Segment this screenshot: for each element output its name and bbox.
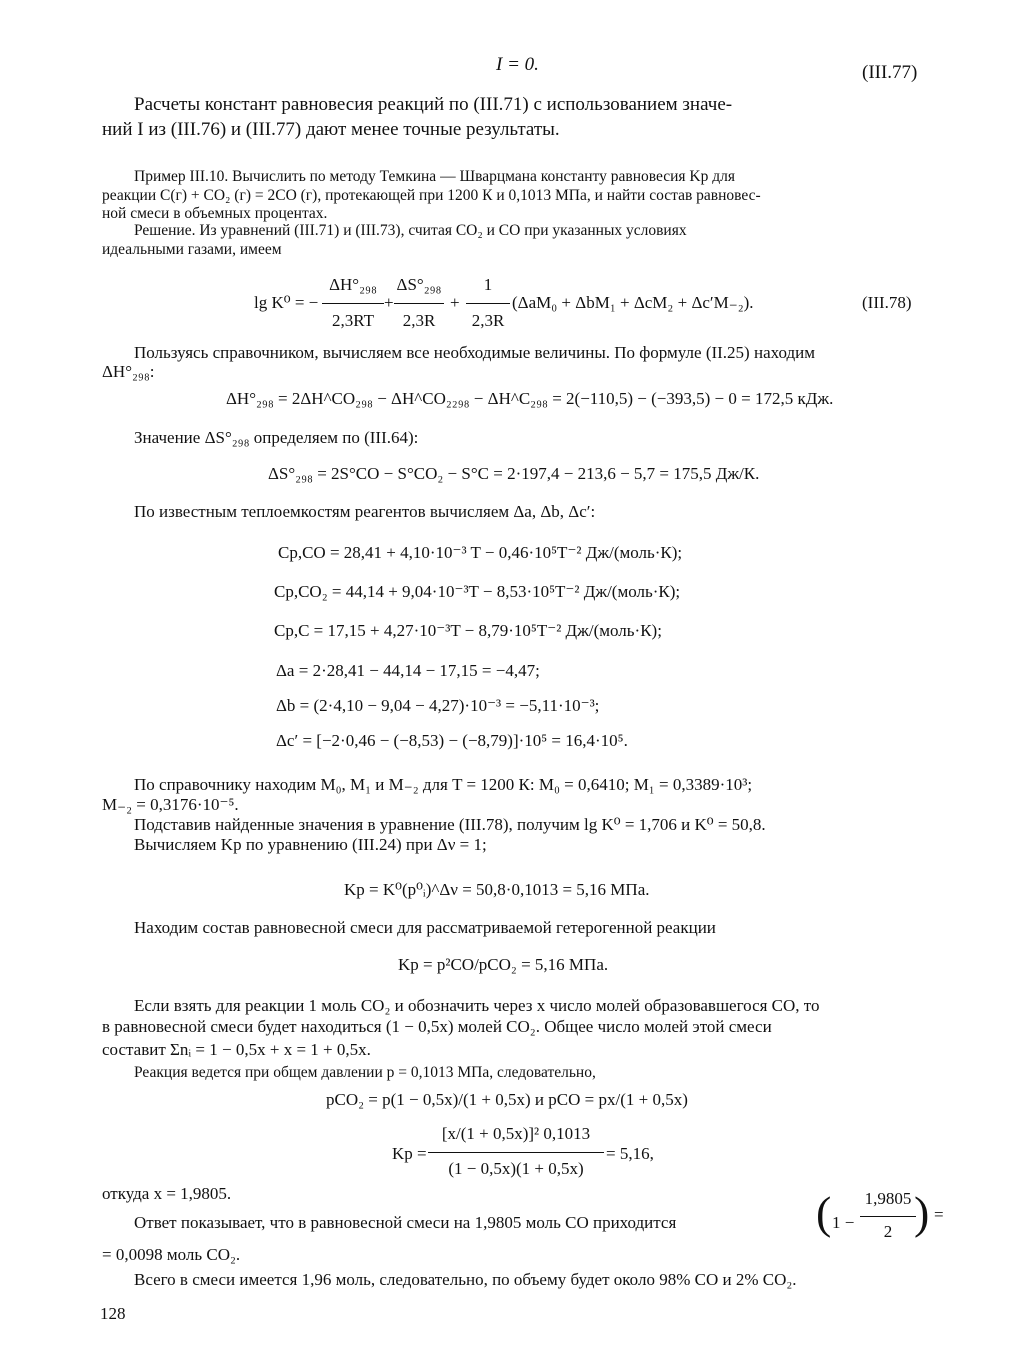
partial-pressure-equation: pCO₂ = p(1 − 0,5x)/(1 + 0,5x) и pCO = px/(1 + 0,5x) — [326, 1090, 688, 1109]
kp3-numerator: [x/(1 + 0,5x)]² 0,1013 — [441, 1124, 591, 1143]
answer-one-minus: 1 − — [832, 1213, 855, 1232]
paragraph-line: Подставив найденные значения в уравнение (III.78), получим lg K⁰ = 1,706 и K⁰ = 50,8. — [134, 815, 766, 834]
kp3-lhs: Kp = — [392, 1144, 427, 1163]
paragraph-line: откуда x = 1,9805. — [102, 1184, 232, 1203]
eq78-fraction-1-denominator: 2,3RT — [332, 311, 374, 330]
left-parenthesis: ( — [816, 1187, 832, 1238]
eq78-fraction-2-denominator: 2,3R — [402, 311, 436, 330]
cp-equation: Cp,CO₂ = 44,14 + 9,04·10⁻³T − 8,53·10⁵T⁻² Дж/(моль·К); — [274, 582, 681, 601]
fraction-bar — [860, 1216, 916, 1217]
paragraph-line: По известным теплоемкостям реагентов вычисляем Δa, Δb, Δc′: — [134, 502, 596, 521]
delta-equation: Δb = (2·4,10 − 9,04 − 4,27)·10⁻³ = −5,11·10⁻³; — [276, 696, 600, 715]
cp-equation: Cp,C = 17,15 + 4,27·10⁻³T − 8,79·10⁵T⁻² Дж/(моль·К); — [274, 621, 662, 640]
paragraph-line: Значение ΔS°₂₉₈ определяем по (III.64): — [134, 428, 419, 447]
page-number: 128 — [100, 1304, 126, 1323]
kp3-rhs: = 5,16, — [606, 1144, 654, 1163]
cp-equation: Cp,CO = 28,41 + 4,10·10⁻³ T − 0,46·10⁵T⁻² Дж/(моль·К); — [278, 543, 683, 562]
kp-equation: Kp = K⁰(p⁰ᵢ)^Δν = 50,8·0,1013 = 5,16 МПа. — [344, 880, 650, 899]
fraction-bar — [466, 303, 510, 304]
solution-line: идеальными газами, имеем — [102, 241, 282, 258]
equation-number: (III.77) — [862, 62, 918, 83]
right-parenthesis: ) — [914, 1187, 930, 1238]
kp3-denominator: (1 − 0,5x)(1 + 0,5x) — [448, 1159, 584, 1178]
fraction-bar — [322, 303, 384, 304]
delta-equation: Δc′ = [−2·0,46 − (−8,53) − (−8,79)]·10⁵ = 16,4·10⁵. — [276, 731, 628, 750]
paragraph-line: M₋₂ = 0,3176·10⁻⁵. — [102, 795, 239, 814]
solution-line: Решение. Из уравнений (III.71) и (III.73), считая CO₂ и CO при указанных условиях — [134, 222, 687, 239]
paragraph-line: Если взять для реакции 1 моль CO₂ и обозначить через x число молей образовавшегося CO, то — [134, 996, 820, 1015]
paragraph-line: Всего в смеси имеется 1,96 моль, следовательно, по объему будет около 98% CO и 2% CO₂. — [134, 1270, 797, 1289]
paragraph-line: По справочнику находим M₀, M₁ и M₋₂ для T = 1200 К: M₀ = 0,6410; M₁ = 0,3389·10³; — [134, 775, 753, 794]
paragraph-line: ΔH°₂₉₈: — [102, 362, 155, 381]
delta-S-equation: ΔS°₂₉₈ = 2S°CO − S°CO₂ − S°C = 2·197,4 − 213,6 − 5,7 = 175,5 Дж/К. — [268, 464, 760, 483]
plus-sign: + — [450, 293, 460, 312]
eq78-fraction-3-denominator: 2,3R — [471, 311, 505, 330]
eq78-lhs: lg K⁰ = − — [254, 293, 319, 312]
paragraph-line: Реакция ведется при общем давлении p = 0,1013 МПа, следовательно, — [134, 1064, 596, 1081]
answer-line: = 0,0098 моль CO₂. — [102, 1245, 241, 1264]
plus-sign: + — [384, 293, 394, 312]
equals-sign: = — [934, 1205, 944, 1224]
answer-line: Ответ показывает, что в равновесной смеси на 1,9805 моль CO приходится — [134, 1213, 677, 1232]
eq78-tail: (ΔaM₀ + ΔbM₁ + ΔcM₂ + Δc′M₋₂). — [512, 293, 754, 312]
example-line: реакции C(г) + CO₂ (г) = 2CO (г), протекающей при 1200 К и 0,1013 МПа, и найти состав равновес- — [102, 187, 761, 204]
answer-fraction-denominator: 2 — [883, 1222, 893, 1241]
delta-equation: Δa = 2·28,41 − 44,14 − 17,15 = −4,47; — [276, 661, 540, 680]
equation-I-zero: I = 0. — [496, 54, 539, 75]
kp-partial-pressure-equation: Kp = p²CO/pCO₂ = 5,16 МПа. — [398, 955, 609, 974]
equation-number: (III.78) — [862, 293, 912, 312]
paragraph-line: ний I из (III.76) и (III.77) дают менее точные результаты. — [102, 119, 560, 140]
paragraph-line: Пользуясь справочником, вычисляем все необходимые величины. По формуле (II.25) находим — [134, 343, 815, 362]
example-heading-line: Пример III.10. Вычислить по методу Темкина — Шварцмана константу равновесия Kp для — [134, 168, 735, 185]
paragraph-line: в равновесной смеси будет находиться (1 − 0,5x) молей CO₂. Общее число молей этой смеси — [102, 1017, 772, 1036]
fraction-bar — [428, 1152, 604, 1153]
paragraph-line: Расчеты констант равновесия реакций по (III.71) с использованием значе- — [134, 94, 733, 115]
eq78-fraction-1-numerator: ΔH°₂₉₈ — [329, 275, 377, 294]
fraction-bar — [394, 303, 444, 304]
paragraph-line: составит Σnᵢ = 1 − 0,5x + x = 1 + 0,5x. — [102, 1040, 371, 1059]
paragraph-line: Вычисляем Kp по уравнению (III.24) при Δν = 1; — [134, 835, 487, 854]
delta-H-equation: ΔH°₂₉₈ = 2ΔH^CO₂₉₈ − ΔH^CO₂₂₉₈ − ΔH^C₂₉₈ = 2(−110,5) − (−393,5) − 0 = 172,5 кДж. — [226, 389, 834, 408]
answer-fraction-numerator: 1,9805 — [864, 1189, 912, 1208]
eq78-fraction-2-numerator: ΔS°₂₉₈ — [396, 275, 442, 294]
eq78-fraction-3-numerator: 1 — [483, 275, 493, 294]
example-line: ной смеси в объемных процентах. — [102, 205, 328, 222]
paragraph-line: Находим состав равновесной смеси для рассматриваемой гетерогенной реакции — [134, 918, 716, 937]
